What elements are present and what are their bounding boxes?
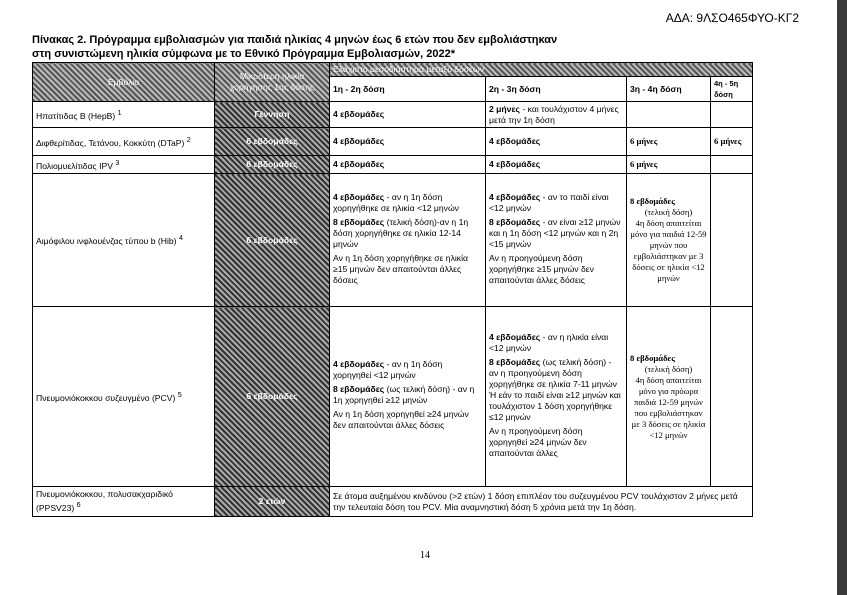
table-title	[32, 33, 557, 61]
row-hepb	[33, 102, 753, 128]
interval-2-3: 2 μήνες - και τουλάχιστον 4 μήνες μετά την 1η δόση	[486, 102, 627, 128]
header-min-age: Μικρότερη ηλικία χορήγησης 1ης δόσης	[215, 63, 330, 102]
footnote-link[interactable]: 4	[178, 234, 183, 243]
vaccine-name: Ηπατίτιδας Β (ΗepΒ) $^1$	[33, 102, 215, 128]
ada-code: ΑΔΑ: 9ΛΣΟ465ΦΥΟ-ΚΓ2	[665, 11, 799, 25]
row-dtap	[33, 128, 753, 156]
min-age: 6 εβδομάδες	[215, 156, 330, 174]
interval-1-2: 4 εβδομάδες - αν η 1η δόση χορηγήθηκε σε ηλικία <12 μηνών 8 εβδομάδες (τελική δόση)-αν η 1η δόση χορηγήθηκε σε ηλικία 12-14 μηνών Αν η 1η δόση χορηγήθηκε σε ηλικία ≥15 μηνών δεν απαιτούνται άλλες δόσεις	[330, 174, 486, 307]
footnote-link[interactable]: 3	[115, 158, 120, 167]
viewer-frame-edge	[837, 0, 847, 595]
interval-4-5: 6 μήνες	[711, 128, 753, 156]
page-number: 14	[420, 550, 430, 561]
header-interval: Ελάχιστο μεσοδιάστημα μεταξύ δόσεων	[330, 63, 753, 77]
min-age: 6 εβδομάδες	[215, 128, 330, 156]
header-dose-1-2: 1η - 2η δόση	[330, 77, 486, 102]
header-vaccine: Εμβόλιο	[33, 63, 215, 102]
interval-4-5	[711, 156, 753, 174]
interval-3-4: 8 εβδομάδες (τελική δόση) 4η δόση απαιτείται μόνο για παιδιά 12-59 μηνών που εμβολιάστηκαν με 3 δόσεις σε ηλικία <12 μηνών	[627, 174, 711, 307]
interval-1-2: 4 εβδομάδες	[330, 102, 486, 128]
title-line-1: Πίνακας 2. Πρόγραμμα εμβολιασμών για παιδιά ηλικίας 4 μηνών έως 6 ετών που δεν εμβολιάστηκαν	[32, 34, 558, 46]
interval-3-4: 8 εβδομάδες (τελική δόση) 4η δόση απαιτείται μόνο για πρόωρα παιδιά 12-59 μηνών που εμβολιάστηκαν με 3 δόσεις σε ηλικία <12 μηνών	[627, 307, 711, 487]
min-age: 2 ετών	[215, 487, 330, 517]
footnote-link[interactable]: 1	[117, 108, 122, 117]
interval-1-2: 4 εβδομάδες	[330, 156, 486, 174]
header-dose-3-4: 3η - 4η δόση	[627, 77, 711, 102]
min-age: Γέννηση	[215, 102, 330, 128]
interval-3-4: 6 μήνες	[627, 128, 711, 156]
row-pcv	[33, 307, 753, 487]
interval-2-3: 4 εβδομάδες	[486, 156, 627, 174]
row-hib	[33, 174, 753, 307]
interval-1-2: 4 εβδομάδες - αν η 1η δόση χορηγηθεί <12 μηνών 8 εβδομάδες (ως τελική δόση) - αν η 1η χορηγηθεί ≥12 μηνών Αν η 1η δόση χορηγηθεί ≥24 μηνών δεν απαιτούνται άλλες δόσεις	[330, 307, 486, 487]
interval-3-4: 6 μήνες	[627, 156, 711, 174]
interval-1-2: 4 εβδομάδες	[330, 128, 486, 156]
interval-2-3: 4 εβδομάδες - αν το παιδί είναι <12 μηνών 8 εβδομάδες - αν είναι ≥12 μηνών και η 1η δόση <12 μηνών και η 2η <15 μηνών Αν η προηγούμενη δόση χορηγήθηκε ≥15 μηνών δεν απαιτούνται άλλες δόσεις	[486, 174, 627, 307]
vaccine-name: Πνευμονιόκοκκου, πολυσακχαριδικό (PPSV23) $^6$	[33, 487, 215, 517]
interval-4-5	[711, 307, 753, 487]
interval-3-4	[627, 102, 711, 128]
header-dose-4-5: 4η - 5η δόση	[711, 77, 753, 102]
vaccination-schedule-table	[32, 62, 753, 517]
vaccine-name: Πολιομυελίτιδας IPV $^3$	[33, 156, 215, 174]
footnote-link[interactable]: 2	[186, 135, 191, 144]
row-ppsv23	[33, 487, 753, 517]
vaccine-name: Διφθερίτιδας, Τετάνου, Κοκκύτη (DTaP) $^2$	[33, 128, 215, 156]
ppsv23-note: Σε άτομα αυξημένου κινδύνου (>2 ετών) 1 δόση επιπλέον του συζευγμένου PCV τουλάχιστον 2 μήνες μετά την τελευταία δόση του PCV. Μία αναμνηστική δόση 5 χρόνια μετά την 1η δόση.	[330, 487, 753, 517]
vaccine-name: Πνευμονιόκοκκου συζευγμένο (PCV) $^5$	[33, 307, 215, 487]
min-age: 6 εβδομάδες	[215, 307, 330, 487]
interval-2-3: 4 εβδομάδες - αν η ηλικία είναι <12 μηνών 8 εβδομάδες (ως τελική δόση) - αν η προηγούμενη δόση χορηγήθηκε σε ηλικία 7-11 μηνών Ή εάν το παιδί είναι ≥12 μηνών και τουλάχιστον 1 δόση χορηγήθηκε ≤12 μηνών Αν η προηγούμενη δόση χορηγηθεί ≥24 μηνών δεν απαιτούνται άλλες	[486, 307, 627, 487]
header-dose-2-3: 2η - 3η δόση	[486, 77, 627, 102]
vaccine-name: Αιμόφιλου ινφλουένζας τύπου b (Hib) $^4$	[33, 174, 215, 307]
interval-4-5	[711, 102, 753, 128]
min-age: 6 εβδομάδες	[215, 174, 330, 307]
title-line-2: στη συνιστώμενη ηλικία σύμφωνα με το Εθνικό Πρόγραμμα Εμβολιασμών, 2022*	[32, 48, 456, 60]
footnote-link[interactable]: 5	[177, 390, 182, 399]
footnote-link[interactable]: 6	[76, 501, 81, 510]
row-ipv	[33, 156, 753, 174]
interval-4-5	[711, 174, 753, 307]
interval-2-3: 4 εβδομάδες	[486, 128, 627, 156]
